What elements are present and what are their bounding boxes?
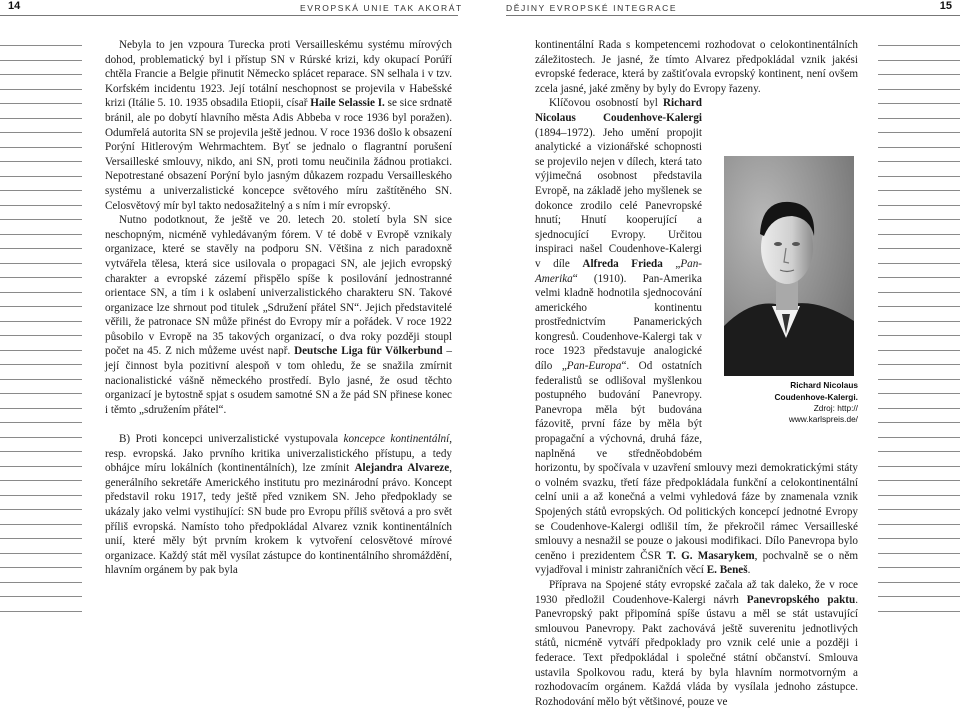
margin-rule xyxy=(0,350,82,351)
margin-rule xyxy=(0,45,82,46)
margin-rule xyxy=(0,393,82,394)
margin-rule xyxy=(878,495,960,496)
margin-rule xyxy=(878,118,960,119)
margin-rule xyxy=(878,147,960,148)
margin-rule xyxy=(878,292,960,293)
paragraph: Klíčovou osobností byl Richard Nicolaus Coudenhove-Kalergi (1894–1972). Jeho umění propojit analytické a vizionářské schopnosti se projevilo nejen v dílech, která tato výjimečná osobnost představila Evropě, na základě jeho myšlenek se dokonce zrodilo celé Panevropské hnutí; Hnutí kooperující a sjednocující Evropy. Určitou inspiraci našel Coudenhove-Kalergi v díle Alfreda Frieda „Pan-Amerika“ (1910). Pan-Amerika velmi kladně hodnotila sjednocování amerického kontinentu prostřednictvím Panamerických kongresů. Coudenhove-Kalergi tak v roce 1923 představuje analogické dílo „Pan-Europa“. Od ostatních federalistů se odlišoval myšlenkou postupného budování Panevropy. Panevropa měla být budována fázovitě, první fáze by měla být propagační a výchovná, druhá fáze, naplněná ve středněobdobém horizontu, by spočívala v uzavření smlouvy mezi demokratickými státy o volném svazku, třetí fáze předpokládala funkční a celokontinentální celní unii a až konečná a velmi vyhledová fáze by znamenala vznik Spojených států evropských. Od politických koncepcí jednotné Evropy se Coudenhove-Kalergi odlišil tím, že překročil rámec Versailleské smlouvy a nesnažil se pouze o jakousi modifikaci. Dílo Panevropa bylo ceněno i prezidentem ČSR T. G. Masarykem, pochvalně se o něm vyjadřoval i ministr zahraničních věcí E. Beneš. xyxy=(535,97,858,577)
margin-rule xyxy=(0,379,82,380)
margin-rule xyxy=(878,408,960,409)
paragraph: B) Proti koncepci univerzalistické vystupovala koncepce kontinentální, resp. evropská. Jako prvního kritika univerzalistického přístupu, a tedy obhájce míru lokálních (kontinentálních), lze zmínit Alejandra Alvareze, generálního sekretáře Amerického institutu pro mezinárodní právo. Koncept představil roku 1917, tedy ještě před vznikem SN. Jeho předpoklady se ukázaly jako velmi vystihující: SN bude pro Evropu příliš světová a pro svět příliš evropská. Namísto toho předpokládal Alvarez vznik kontinentálních unií, které měly být prvním krokem k vytvoření celosvětové mírové organizace. Každý stát měl vysílat zástupce do kontinentálního shromáždění, hlavním orgánem by pak byla xyxy=(105,433,452,577)
margin-rule xyxy=(0,103,82,104)
margin-rule xyxy=(878,350,960,351)
margin-rule xyxy=(0,466,82,467)
margin-rule xyxy=(878,582,960,583)
paragraph: Nutno podotknout, že ještě ve 20. letech 20. století byla SN sice neschopným, nicméně vyhledávaným fórem. V té době v Evropě vznikaly organizace, které se stavěly na podporu SN. Většina z nich paradoxně vytvářela tělesa, která sice usilovala o propagaci SN, ale jejich evropský charakter a evropské zázemí přispělo spíše k posilování jednostranné orientace SN, a tím i k oslabení univerzalistického charakteru SN. Takové organizace lze shrnout pod titulek „Sdružení přátel SN“. Jejich představitelé věřili, že patronace SN může přinést do Evropy mír a pořádek. V roce 1922 působilo v Evropě na 35 takových organizací, o dva roky později stoupl počet na 45. Z nich můžeme uvést např. Deutsche Liga für Völkerbund – její činnost byla pozitivní alespoň v tom ohledu, že se snažila zmírnit nacionalistické vášně německého prostředí. Bylo jasné, že osud těchto organizací je bytostně spjat s osudem samotné SN a že pád SN přinese konec i těmto „sdružením přátel“. xyxy=(105,214,452,416)
margin-rule xyxy=(0,118,82,119)
margin-rule xyxy=(878,509,960,510)
margin-rule xyxy=(0,524,82,525)
portrait-figure xyxy=(712,156,858,448)
margin-rule xyxy=(878,248,960,249)
left-page-number: 14 xyxy=(8,0,21,12)
margin-rule xyxy=(0,495,82,496)
left-margin-note-lines xyxy=(0,0,90,627)
right-page-number: 15 xyxy=(939,0,952,12)
margin-rule xyxy=(0,509,82,510)
margin-rule xyxy=(878,451,960,452)
margin-rule xyxy=(878,422,960,423)
margin-rule xyxy=(878,379,960,380)
margin-rule xyxy=(0,422,82,423)
margin-rule xyxy=(0,161,82,162)
margin-rule xyxy=(0,263,82,264)
margin-rule xyxy=(878,190,960,191)
margin-rule xyxy=(0,596,82,597)
margin-rule xyxy=(878,538,960,539)
margin-rule xyxy=(0,205,82,206)
left-running-title: EVROPSKÁ UNIE TAK AKORÁT xyxy=(300,3,463,13)
margin-rule xyxy=(878,60,960,61)
margin-rule xyxy=(0,132,82,133)
margin-rule xyxy=(878,437,960,438)
margin-rule xyxy=(0,611,82,612)
margin-rule xyxy=(878,132,960,133)
figure-caption: Richard Nicolaus Coudenhove-Kalergi. Zdroj: http:// www.karlspreis.de/ xyxy=(774,380,858,424)
margin-rule xyxy=(878,480,960,481)
margin-rule xyxy=(0,292,82,293)
margin-rule xyxy=(0,147,82,148)
margin-rule xyxy=(0,335,82,336)
margin-rule xyxy=(878,393,960,394)
margin-rule xyxy=(878,74,960,75)
margin-rule xyxy=(878,611,960,612)
margin-rule xyxy=(878,277,960,278)
margin-rule xyxy=(0,567,82,568)
margin-rule xyxy=(878,89,960,90)
margin-rule xyxy=(0,321,82,322)
paragraph: Nebyla to jen vzpoura Turecka proti Versailleskému systému mírových dohod, problematický byl i přístup SN v Rúrské krizi, kdy okupací Porúří chtěla Francie a Belgie přinutit Německo splácet reparace. SN selhala i v tzv. Korfském incidentu 1923. Její totální neschopnost se projevila v Habešské krizi (Itálie 5. 10. 1935 obsadila Etiopii, císař Haile Selassie I. se sice srdnatě bránil, ale po dobytí hlavního města Adis Abbeba v roce 1936 byl poražen). Odumřelá autorita SN se projevila ještě jednou. V roce 1936 došlo k obsazení Porýní Hitlerovým Wehrmachtem. Byť se jednalo o flagrantní porušení Versailleské smlouvy, nikdo, ani SN, proti tomu neučinila žádnou protiakci. Nepotrestané obsazení Porýní bylo jasným důkazem rozpadu Versailleského systému a univerzalistické koncepce světového míru zaštítěného SN. Celosvětový mír byl takto nedosažitelný a s ním i mír evropský. xyxy=(105,39,452,212)
right-margin-note-lines xyxy=(870,0,960,627)
right-text-column xyxy=(535,38,858,709)
margin-rule xyxy=(878,596,960,597)
paragraph: Příprava na Spojené státy evropské začala až tak daleko, že v roce 1930 předložil Coudenhove-Kalergi návrh Panevropského paktu. Panevropský pakt připomíná spíše ústavu a měl se stát ustavující smlouvou Panevropy. Pakt zachovává ještě suverenitu jednotlivých států, nicméně vytváří předpoklady pro vznik celé unie a později i federace. Text předpokládal i společné státní občanství. Smlouva ustavila Spolkovou radu, která by byla hlavním normotvorným a rozhodovacím orgánem. Každá vláda by vysílala jednoho zástupce. Rozhodování mělo být většinové, pouze ve xyxy=(535,578,858,708)
paragraph: kontinentální Rada s kompetencemi rozhodovat o celokontinentálních záležitostech. Je jasné, že tímto Alvarez předpokládal vznik jakési evropské federace, která by zaštiťovala evropský kontinent, není ovšem zcela jasné, jaké změny by byly do Evropy řazeny. xyxy=(535,39,858,95)
margin-rule xyxy=(0,219,82,220)
margin-rule xyxy=(0,74,82,75)
margin-rule xyxy=(0,480,82,481)
margin-rule xyxy=(0,277,82,278)
margin-rule xyxy=(878,567,960,568)
margin-rule xyxy=(0,190,82,191)
margin-rule xyxy=(0,451,82,452)
margin-rule xyxy=(878,335,960,336)
margin-rule xyxy=(0,234,82,235)
margin-rule xyxy=(0,60,82,61)
left-text-column xyxy=(105,38,452,578)
margin-rule xyxy=(878,234,960,235)
margin-rule xyxy=(878,306,960,307)
margin-rule xyxy=(0,176,82,177)
margin-rule xyxy=(0,89,82,90)
margin-rule xyxy=(0,538,82,539)
margin-rule xyxy=(878,205,960,206)
margin-rule xyxy=(878,103,960,104)
margin-rule xyxy=(878,553,960,554)
margin-rule xyxy=(878,321,960,322)
right-running-title: DĚJINY EVROPSKÉ INTEGRACE xyxy=(506,3,678,13)
margin-rule xyxy=(0,306,82,307)
portrait-photo xyxy=(724,156,854,376)
margin-rule xyxy=(878,263,960,264)
margin-rule xyxy=(0,582,82,583)
margin-rule xyxy=(0,364,82,365)
margin-rule xyxy=(0,248,82,249)
margin-rule xyxy=(878,176,960,177)
margin-rule xyxy=(0,437,82,438)
margin-rule xyxy=(878,161,960,162)
margin-rule xyxy=(878,524,960,525)
margin-rule xyxy=(0,553,82,554)
margin-rule xyxy=(878,45,960,46)
margin-rule xyxy=(878,219,960,220)
margin-rule xyxy=(0,408,82,409)
margin-rule xyxy=(878,364,960,365)
margin-rule xyxy=(878,466,960,467)
